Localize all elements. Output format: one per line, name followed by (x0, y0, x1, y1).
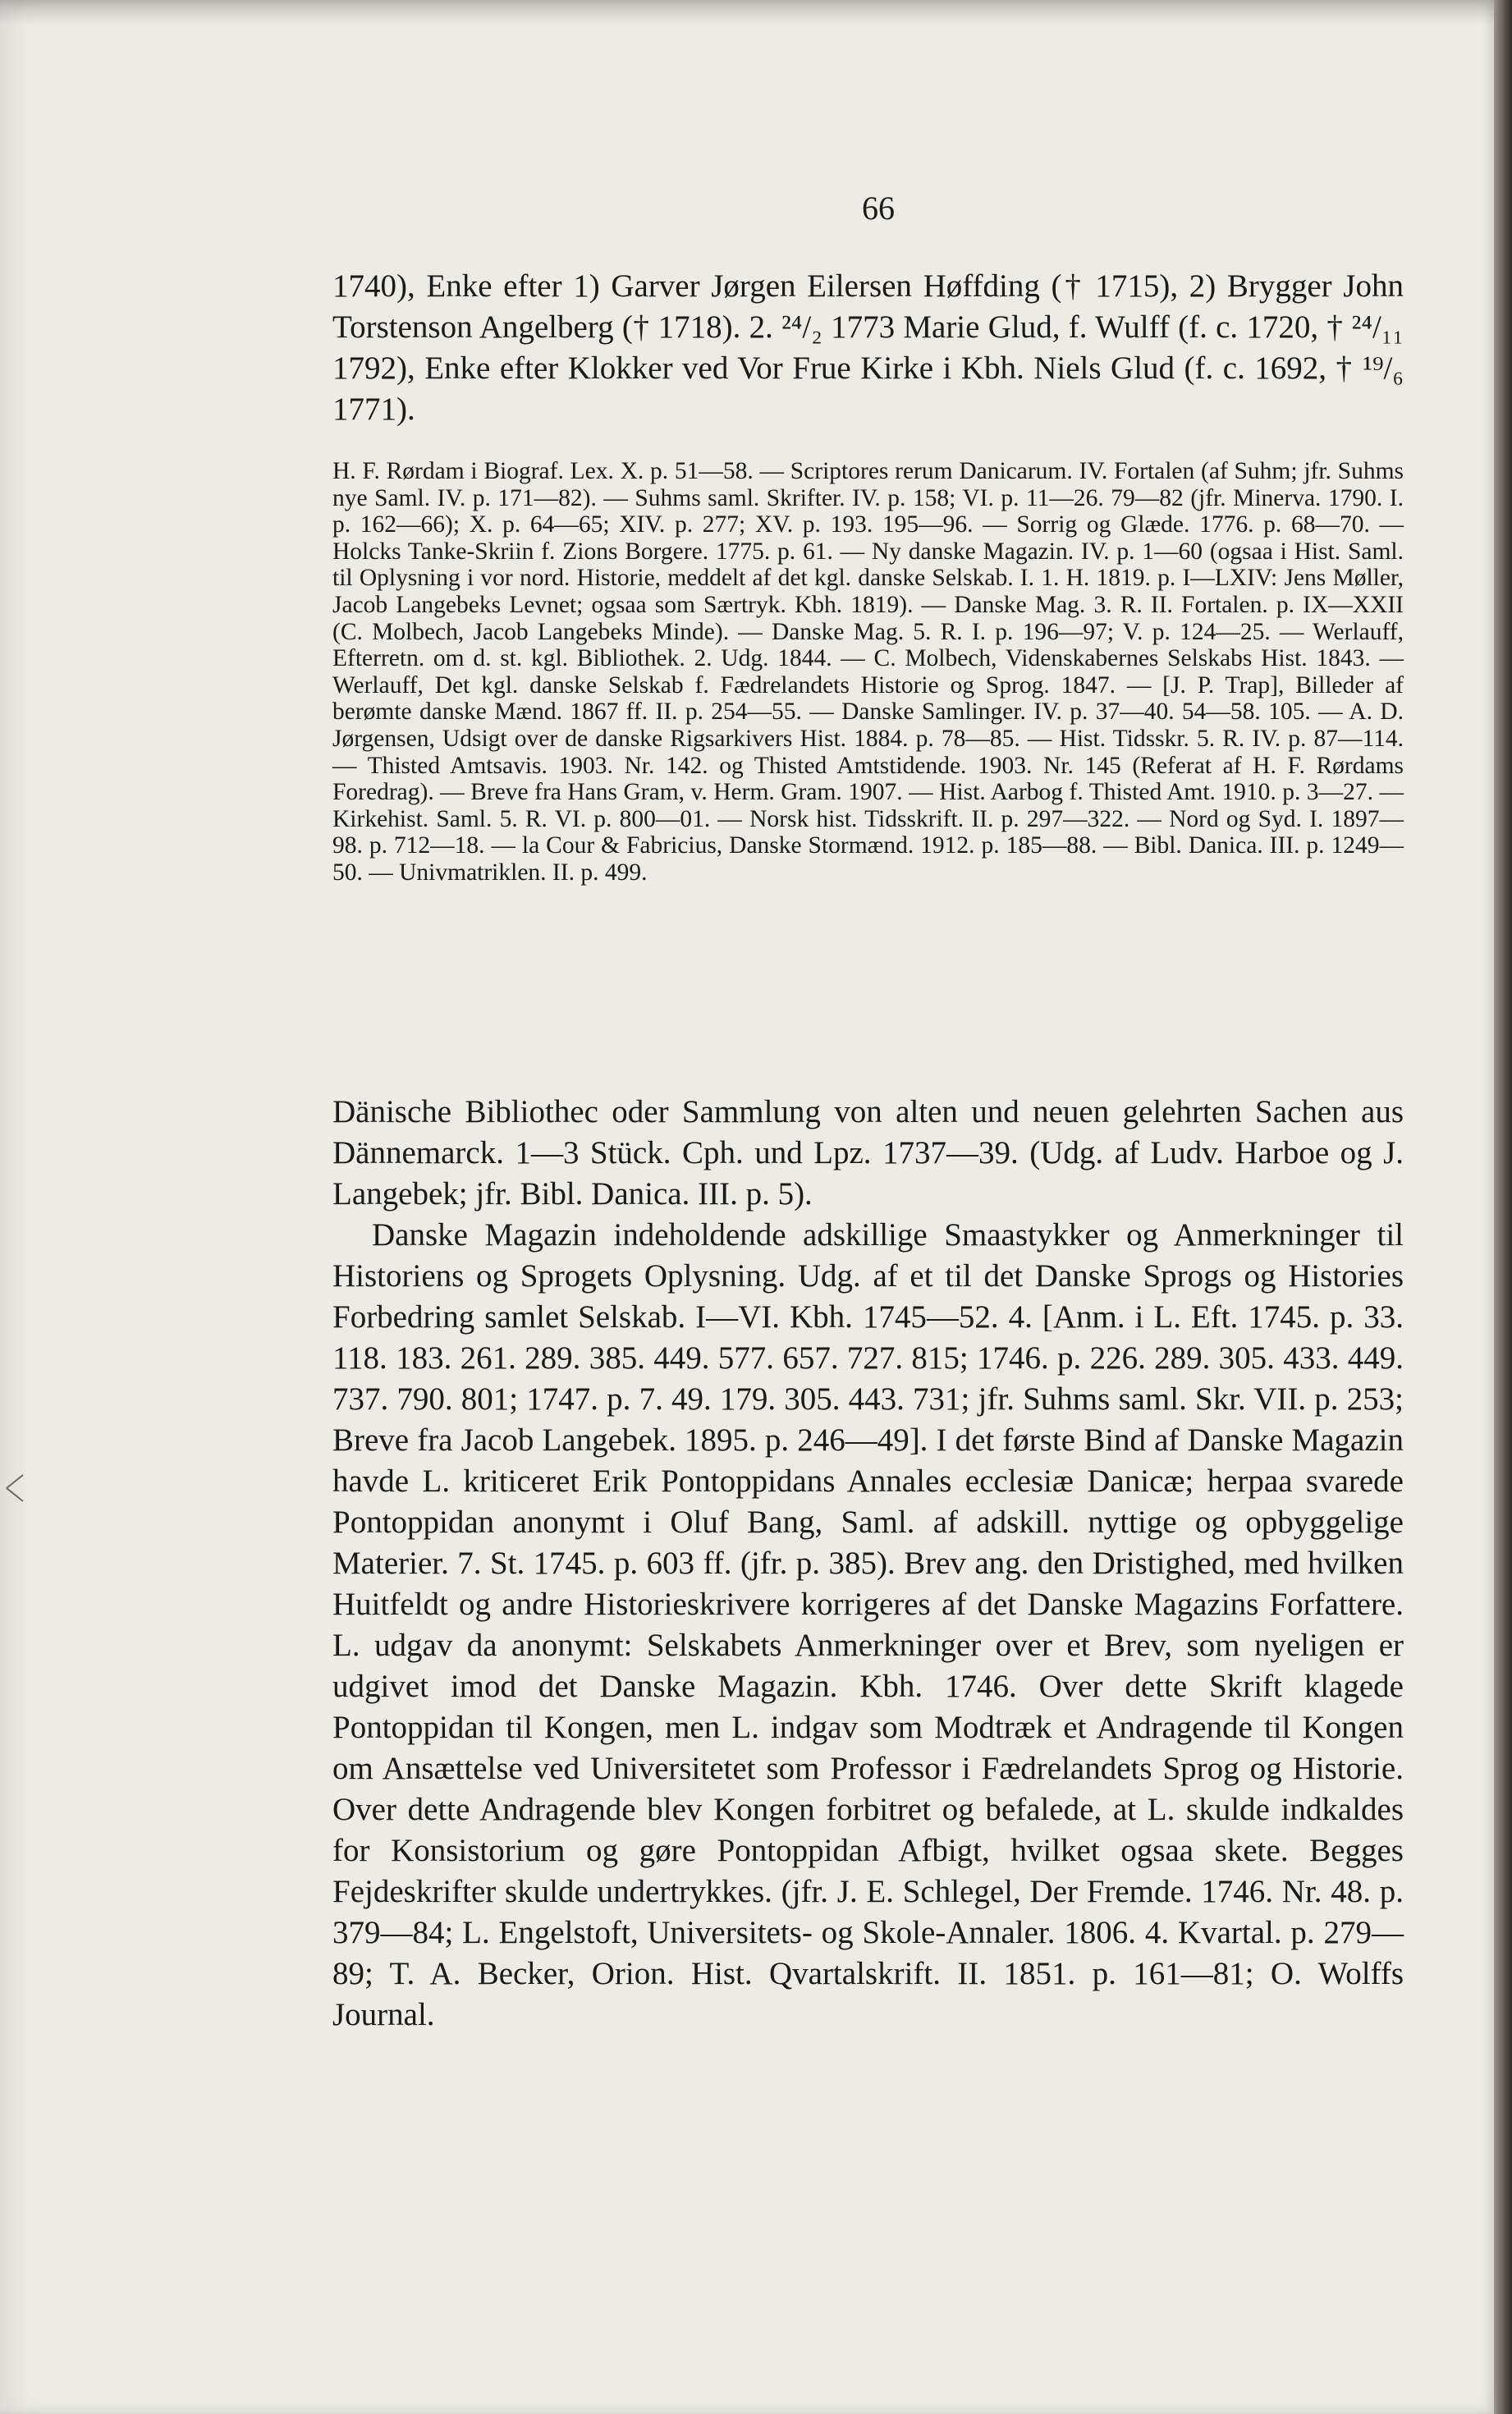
entry-continuation-text: 1740), Enke efter 1) Garver Jørgen Eilersen Høffding († 1715), 2) Brygger John Torstenson Angelberg († 1718). 2. ²⁴/₂ 1773 Marie Glud, f. Wulff (f. c. 1720, † ²⁴/₁₁ 1792), Enke efter Klokker ved Vor Frue Kirke i Kbh. Niels Glud (f. c. 1692, † ¹⁹/₆ 1771). (332, 268, 1404, 427)
margin-mark-icon (5, 1472, 26, 1505)
page-top-shadow (0, 0, 1494, 25)
reference-list-text: H. F. Rørdam i Biograf. Lex. X. p. 51—58. — Scriptores rerum Danicarum. IV. Fortalen (af Suhm; jfr. Suhms nye Saml. IV. p. 171—82). — Suhms saml. Skrifter. IV. p. 158; VI. p. 11—26. 79—82 (jfr. Minerva. 1790. I. p. 162—66); X. p. 64—65; XIV. p. 277; XV. p. 193. 195—96. — Sorrig og Glæde. 1776. p. 68—70. — Holcks Tanke-Skriin f. Zions Borgere. 1775. p. 61. — Ny danske Magazin. IV. p. 1—60 (ogsaa i Hist. Saml. til Oplysning i vor nord. Historie, meddelt af det kgl. danske Selskab. I. 1. H. 1819. p. I—LXIV: Jens Møller, Jacob Langebeks Levnet; ogsaa som Særtryk. Kbh. 1819). — Danske Mag. 3. R. II. Fortalen. p. IX—XXII (C. Molbech, Jacob Langebeks Minde). — Danske Mag. 5. R. I. p. 196—97; V. p. 124—25. — Werlauff, Efterretn. om d. st. kgl. Bibliothek. 2. Udg. 1844. — C. Molbech, Videnskabernes Selskabs Hist. 1843. — Werlauff, Det kgl. danske Selskab f. Fædrelandets Historie og Sprog. 1847. — [J. P. Trap], Billeder af berømte danske Mænd. 1867 ff. II. p. 254—55. — Danske Samlinger. IV. p. 37—40. 54—58. 105. — A. D. Jørgensen, Udsigt over de danske Rigsarkivers Hist. 1884. p. 78—85. — Hist. Tidsskr. 5. R. IV. p. 87—114. — Thisted Amtsavis. 1903. Nr. 142. og Thisted Amtstidende. 1903. Nr. 145 (Referat af H. F. Rørdams Foredrag). — Breve fra Hans Gram, v. Herm. Gram. 1907. — Hist. Aarbog f. Thisted Amt. 1910. p. 3—27. — Kirkehist. Saml. 5. R. VI. p. 800—01. — Norsk hist. Tidsskrift. II. p. 297—322. — Nord og Syd. I. 1897—98. p. 712—18. — la Cour & Fabricius, Danske Stormænd. 1912. p. 185—88. — Bibl. Danica. III. p. 1249—50. — Univmatriklen. II. p. 499. (332, 458, 1404, 886)
entry-daenische-bibliothec-text: Dänische Bibliothec oder Sammlung von alten und neuen gelehrten Sachen aus Dännemarck. 1—3 Stück. Cph. und Lpz. 1737—39. (Udg. af Ludv. Harboe og J. Langebek; jfr. Bibl. Danica. III. p. 5). (332, 1094, 1404, 1212)
reference-list (332, 458, 1404, 886)
entry-daenische-bibliothec (332, 1092, 1404, 1215)
entry-continuation (332, 266, 1404, 430)
book-spine-edge (1494, 0, 1512, 2414)
entry-danske-magazin-text: Danske Magazin indeholdende adskillige Smaastykker og Anmerkninger til Historiens og Sprogets Oplysning. Udg. af et til det Danske Sprogs og Histories Forbedring samlet Selskab. I—VI. Kbh. 1745—52. 4. [Anm. i L. Eft. 1745. p. 33. 118. 183. 261. 289. 385. 449. 577. 657. 727. 815; 1746. p. 226. 289. 305. 433. 449. 737. 790. 801; 1747. p. 7. 49. 179. 305. 443. 731; jfr. Suhms saml. Skr. VII. p. 253; Breve fra Jacob Langebek. 1895. p. 246—49]. I det første Bind af Danske Magazin havde L. kriticeret Erik Pontoppidans Annales ecclesiæ Danicæ; herpaa svarede Pontoppidan anonymt i Oluf Bang, Saml. af adskill. nyttige og opbyggelige Materier. 7. St. 1745. p. 603 ff. (jfr. p. 385). Brev ang. den Dristighed, med hvilken Huitfeldt og andre Historieskrivere korrigeres af det Danske Magazins Forfattere. L. udgav da anonymt: Selskabets Anmerkninger over et Brev, som nyeligen er udgivet imod det Danske Magazin. Kbh. 1746. Over dette Skrift klagede Pontoppidan til Kongen, men L. indgav som Modtræk et Andragende til Kongen om Ansættelse ved Universitetet som Professor i Fædrelandets Sprog og Historie. Over dette Andragende blev Kongen forbitret og befalede, at L. skulde indkaldes for Konsistorium og gøre Pontoppidan Afbigt, hvilket ogsaa skete. Begges Fejdeskrifter skulde undertrykkes. (jfr. J. E. Schlegel, Der Fremde. 1746. Nr. 48. p. 379—84; L. Engelstoft, Universitets- og Skole-Annaler. 1806. 4. Kvartal. p. 279—89; T. A. Becker, Orion. Hist. Qvartalskrift. II. 1851. p. 161—81; O. Wolffs Journal. (332, 1217, 1404, 2032)
page-number: 66 (862, 190, 895, 227)
entry-danske-magazin (332, 1215, 1404, 2036)
